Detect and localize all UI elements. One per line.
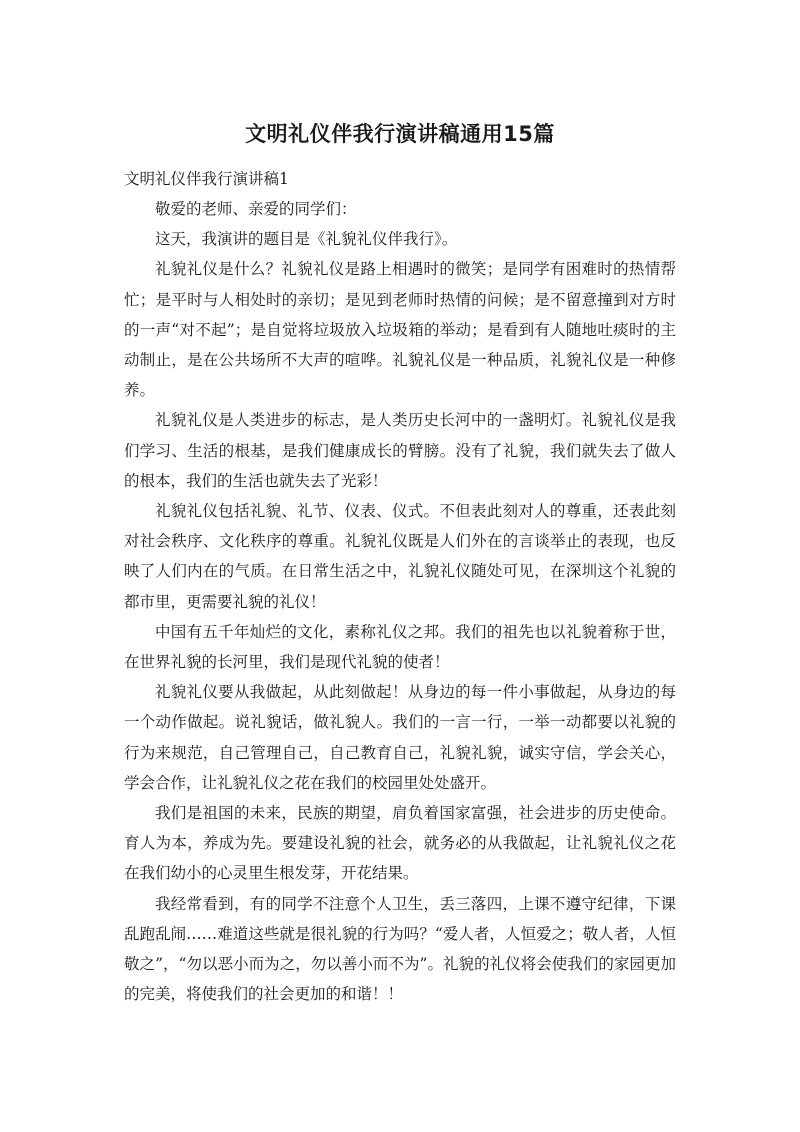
body-paragraph: 我们是祖国的未来，民族的期望，肩负着国家富强，社会进步的历史使命。育人为本，养成为先。要建设礼貌的社会，就务必的从我做起，让礼貌礼仪之花在我们幼小的心灵里生根发芽，开花结果。: [124, 804, 676, 883]
body-paragraph: 礼貌礼仪是人类进步的标志，是人类历史长河中的一盏明灯。礼貌礼仪是我们学习、生活的根基，是我们健康成长的臂膀。没有了礼貌，我们就失去了做人的根本，我们的生活也就失去了光彩！: [124, 411, 676, 490]
body-paragraph: 礼貌礼仪是什么？礼貌礼仪是路上相遇时的微笑；是同学有困难时的热情帮忙；是平时与人相处时的亲切；是见到老师时热情的问候；是不留意撞到对方时的一声“对不起”；是自觉将垃圾放入垃圾箱的举动；是看到有人随地吐痰时的主动制止，是在公共场所不大声的喧哗。礼貌礼仪是一种品质，礼貌礼仪是一种修养。: [124, 260, 676, 400]
body-paragraph: 我经常看到，有的同学不注意个人卫生，丢三落四，上课不遵守纪律，下课乱跑乱闹……难道这些就是很礼貌的行为吗？“爱人者，人恒爱之；敬人者，人恒敬之”，“勿以恶小而为之，勿以善小而不为”。礼貌的礼仪将会使我们的家园更加的完美，将使我们的社会更加的和谐！！: [124, 894, 676, 1004]
salutation-paragraph: 敬爱的老师、亲爱的同学们：: [155, 200, 357, 218]
body-paragraph: 礼貌礼仪包括礼貌、礼节、仪表、仪式。不但表此刻对人的尊重，还表此刻对社会秩序、文化秩序的尊重。礼貌礼仪既是人们外在的言谈举止的表现，也反映了人们内在的气质。在日常生活之中，礼貌礼仪随处可见，在深圳这个礼貌的都市里，更需要礼貌的礼仪！: [124, 502, 676, 611]
body-paragraph: 礼貌礼仪要从我做起，从此刻做起！从身边的每一件小事做起，从身边的每一个动作做起。说礼貌话，做礼貌人。我们的一言一行，一举一动都要以礼貌的行为来规范，自己管理自己，自己教育自己，礼貌礼貌，诚实守信，学会关心，学会合作，让礼貌礼仪之花在我们的校园里处处盛开。: [124, 683, 676, 792]
document-title: 文明礼仪伴我行演讲稿通用15篇: [245, 122, 555, 146]
body-paragraph: 中国有五千年灿烂的文化，素称礼仪之邦。我们的祖先也以礼貌着称于世，在世界礼貌的长河里，我们是现代礼貌的使者！: [124, 622, 676, 672]
section-heading: 文明礼仪伴我行演讲稿1: [124, 170, 289, 188]
topic-paragraph: 这天，我演讲的题目是《礼貌礼仪伴我行》。: [155, 230, 458, 249]
